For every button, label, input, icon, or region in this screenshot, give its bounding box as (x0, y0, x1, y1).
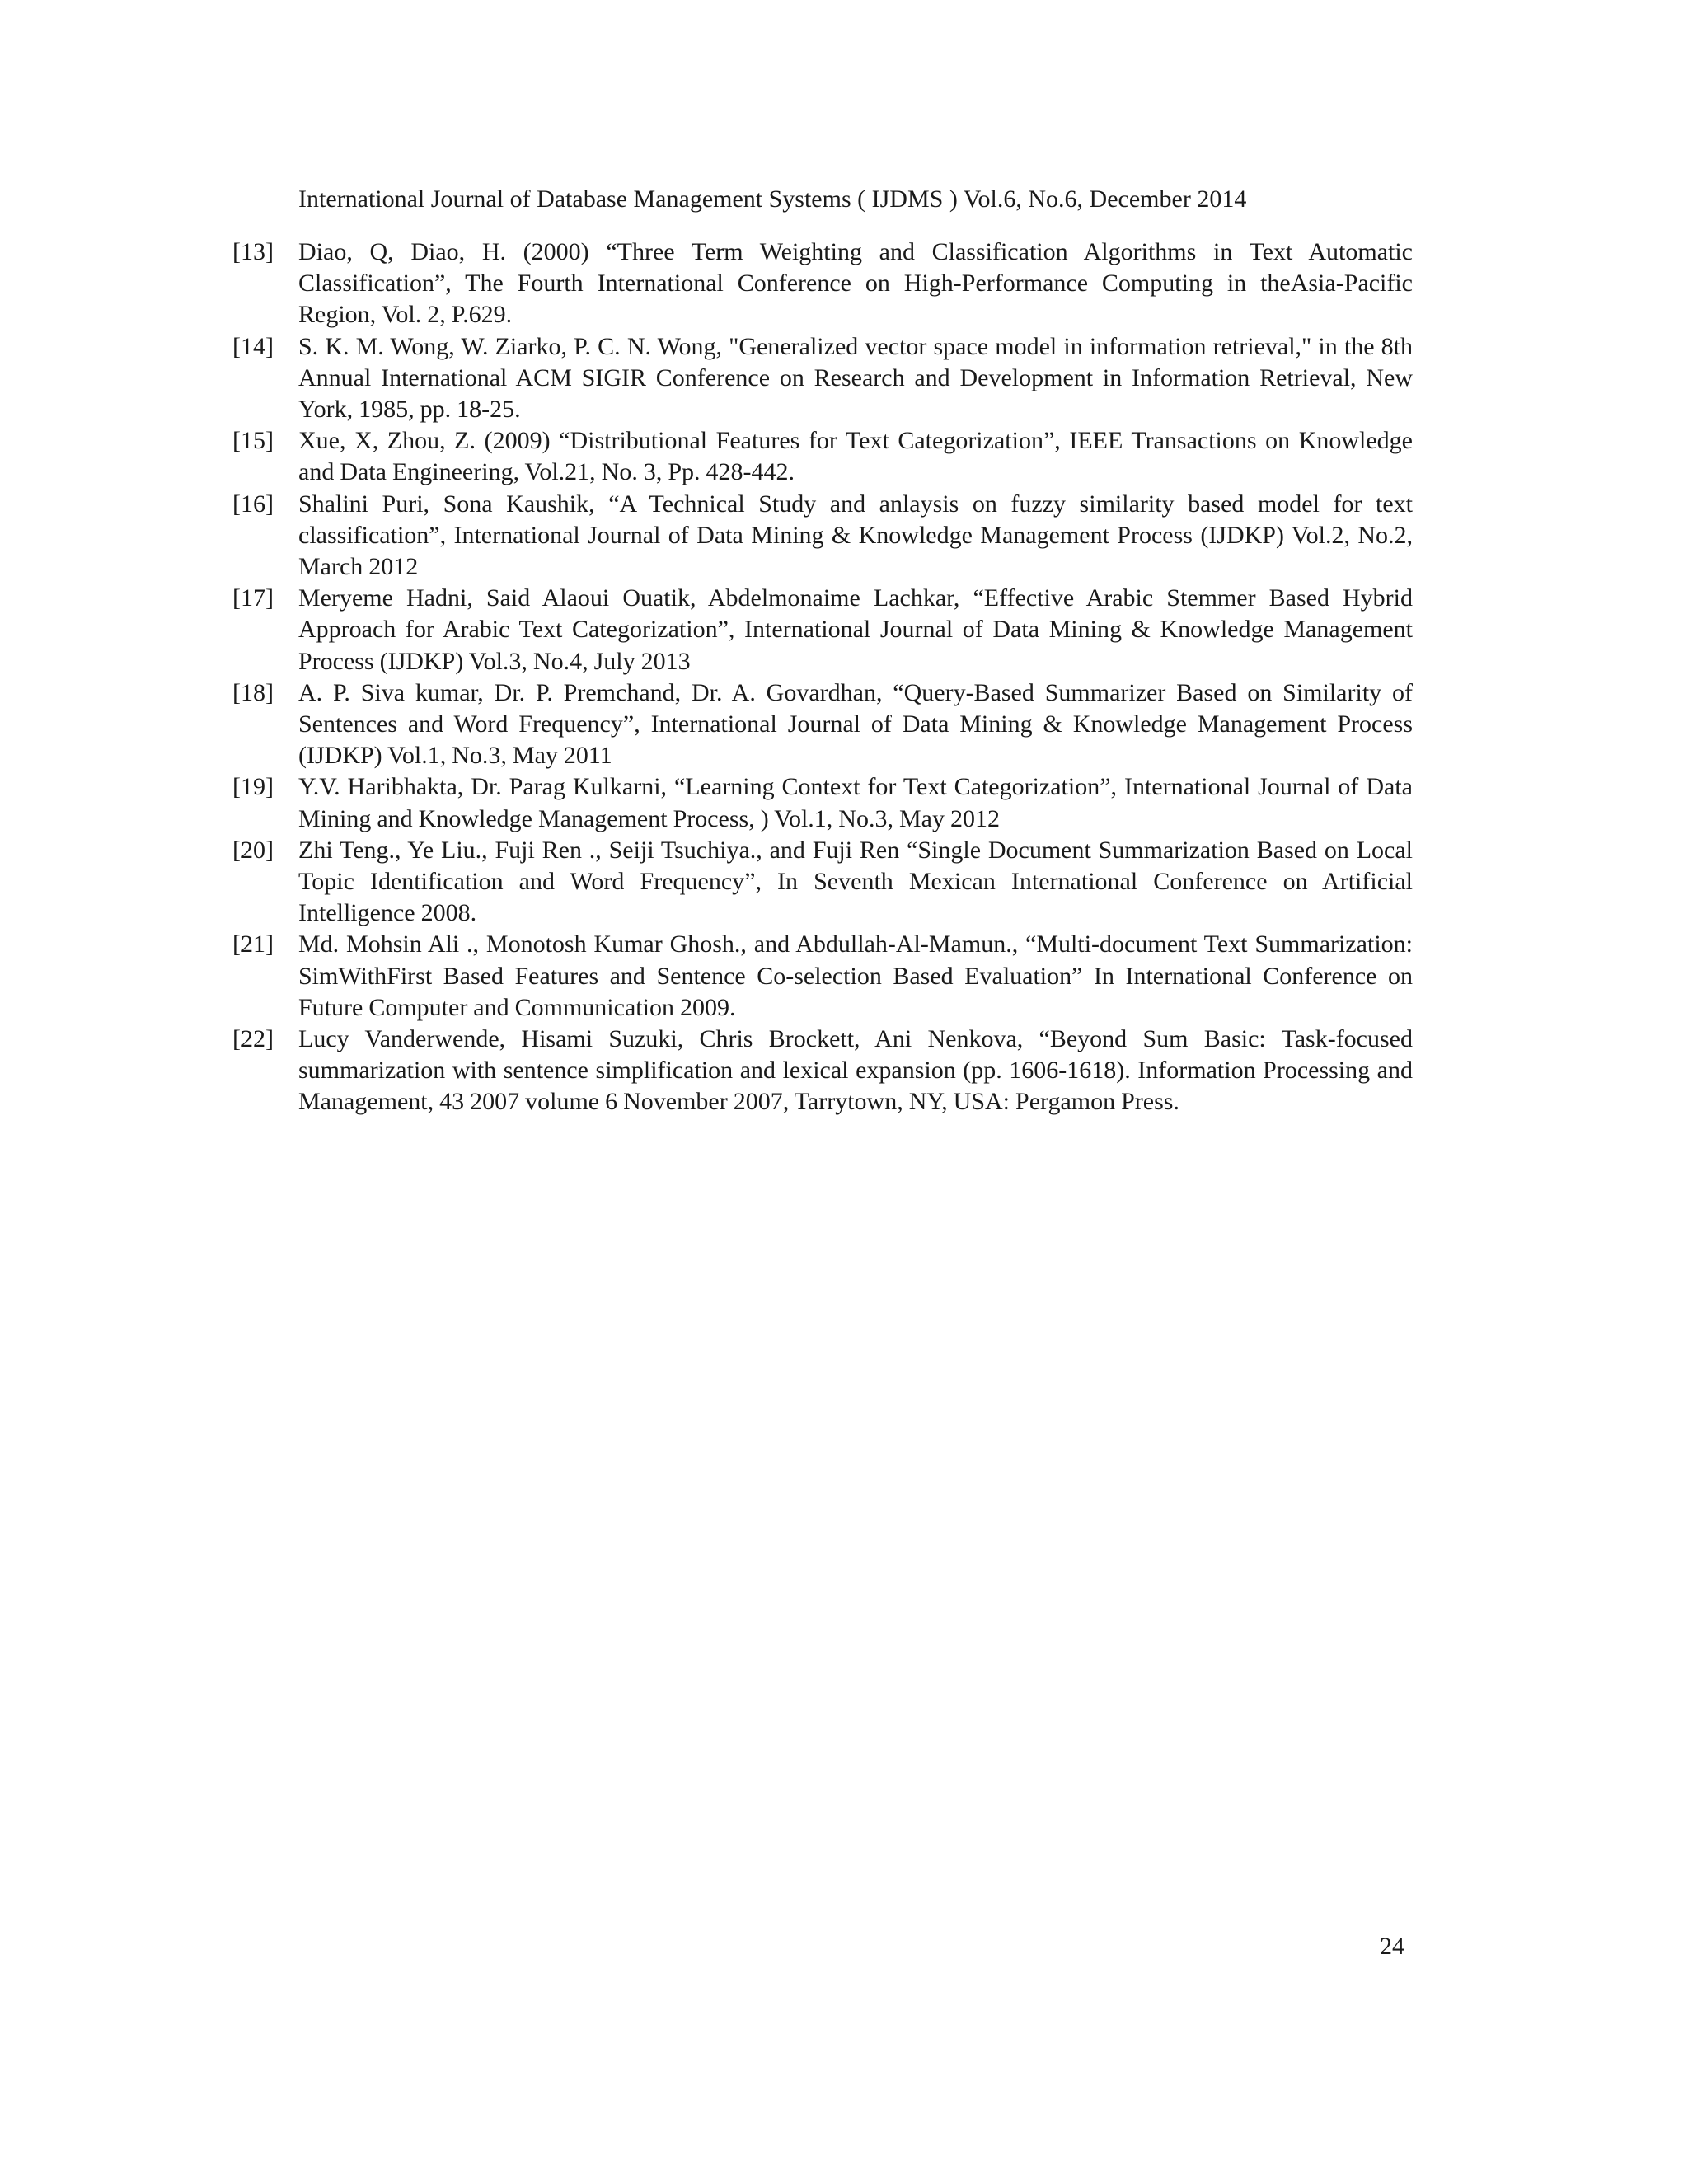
reference-list (232, 237, 1413, 1118)
reference-text: S. K. M. Wong, W. Ziarko, P. C. N. Wong, "Generalized vector space model in information retrieval," in the 8th Annual International ACM SIGIR Conference on Research and Development in Information Retrieval, New York, 1985, pp. 18-25. (298, 332, 1413, 424)
reference-number: [17] (232, 584, 274, 612)
reference-number: [14] (232, 332, 274, 360)
reference-17 (232, 583, 1413, 677)
reference-text: Zhi Teng., Ye Liu., Fuji Ren ., Seiji Tsuchiya., and Fuji Ren “Single Document Summarization Based on Local Topic Identification and Word Frequency”, In Seventh Mexican International Conference on Artificial Intelligence 2008. (298, 836, 1413, 927)
reference-number: [19] (232, 773, 274, 801)
reference-19 (232, 771, 1413, 834)
reference-number: [22] (232, 1025, 274, 1053)
reference-16 (232, 489, 1413, 583)
reference-20 (232, 835, 1413, 930)
reference-text: Meryeme Hadni, Said Alaoui Ouatik, Abdelmonaime Lachkar, “Effective Arabic Stemmer Based Hybrid Approach for Arabic Text Categorization”, International Journal of Data Mining & Knowledge Management Process (IJDKP) Vol.3, No.4, July 2013 (298, 584, 1413, 675)
reference-13 (232, 237, 1413, 331)
reference-text: A. P. Siva kumar, Dr. P. Premchand, Dr. A. Govardhan, “Query-Based Summarizer Based on Similarity of Sentences and Word Frequency”, International Journal of Data Mining & Knowledge Management Process (IJDKP) Vol.1, No.3, May 2011 (298, 678, 1413, 770)
reference-21 (232, 929, 1413, 1024)
reference-number: [18] (232, 678, 274, 706)
reference-text: Lucy Vanderwende, Hisami Suzuki, Chris Brockett, Ani Nenkova, “Beyond Sum Basic: Task-focused summarization with sentence simplification and lexical expansion (pp. 1606-1618). Information Processing and Management, 43 2007 volume 6 November 2007, Tarrytown, NY, USA: Pergamon Press. (298, 1025, 1413, 1116)
reference-text: Xue, X, Zhou, Z. (2009) “Distributional Features for Text Categorization”, IEEE Transactions on Knowledge and Data Engineering, Vol.21, No. 3, Pp. 428-442. (298, 427, 1413, 486)
reference-15 (232, 425, 1413, 488)
reference-text: Md. Mohsin Ali ., Monotosh Kumar Ghosh., and Abdullah-Al-Mamun., “Multi-document Text Summarization: SimWithFirst Based Features and Sentence Co-selection Based Evaluation” In International Conference on Future Computer and Communication 2009. (298, 930, 1413, 1021)
running-header: International Journal of Database Management Systems ( IJDMS ) Vol.6, No.6, December 2014 (298, 185, 1247, 213)
reference-number: [21] (232, 930, 274, 958)
reference-number: [13] (232, 238, 274, 265)
page-number: 24 (1380, 1933, 1404, 1960)
reference-text: Shalini Puri, Sona Kaushik, “A Technical Study and anlaysis on fuzzy similarity based model for text classification”, International Journal of Data Mining & Knowledge Management Process (IJDKP) Vol.2, No.2, March 2012 (298, 490, 1413, 581)
reference-18 (232, 677, 1413, 772)
reference-number: [15] (232, 427, 274, 455)
reference-text: Diao, Q, Diao, H. (2000) “Three Term Weighting and Classification Algorithms in Text Automatic Classification”, The Fourth International Conference on High-Performance Computing in theAsia-Pacific Region, Vol. 2, P.629. (298, 238, 1413, 329)
reference-22 (232, 1024, 1413, 1118)
reference-14 (232, 331, 1413, 426)
reference-number: [20] (232, 836, 274, 864)
reference-number: [16] (232, 490, 274, 518)
reference-text: Y.V. Haribhakta, Dr. Parag Kulkarni, “Learning Context for Text Categorization”, International Journal of Data Mining and Knowledge Management Process, ) Vol.1, No.3, May 2012 (298, 773, 1413, 832)
